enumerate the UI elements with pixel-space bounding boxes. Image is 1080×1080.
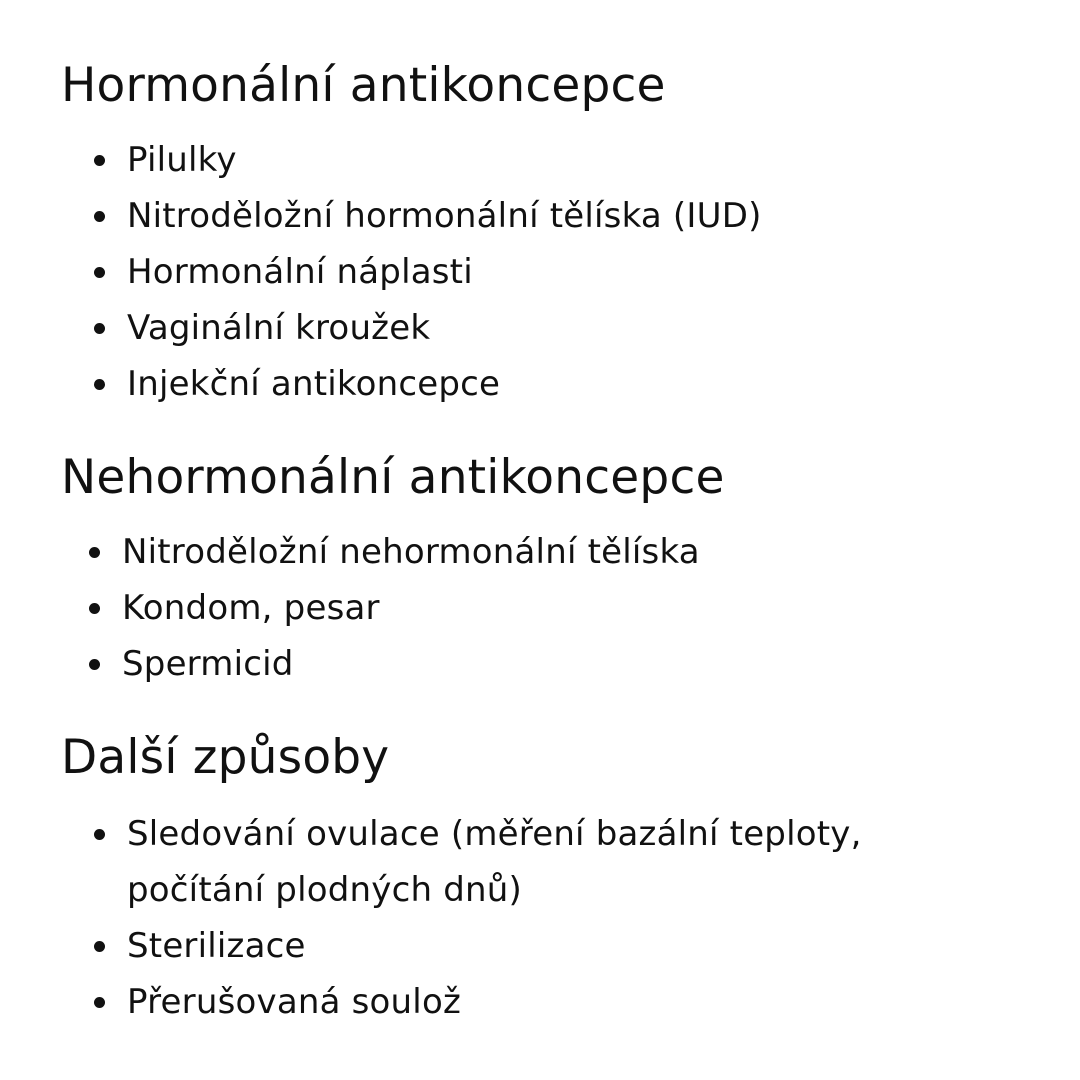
list-item-label: Sterilizace	[127, 926, 306, 966]
section-title: Hormonální antikoncepce	[61, 58, 666, 113]
bullet-icon	[94, 941, 105, 952]
method-list	[61, 132, 1041, 412]
list-item	[61, 806, 1041, 918]
method-list	[61, 806, 1041, 1030]
section-title: Další způsoby	[61, 730, 390, 785]
list-item	[61, 580, 1041, 636]
list-item	[61, 132, 1041, 188]
list-item	[61, 918, 1041, 974]
list-item-label: Nitroděložní hormonální tělíska (IUD)	[127, 196, 762, 236]
bullet-icon	[94, 267, 105, 278]
list-item	[61, 356, 1041, 412]
list-item-label: Nitroděložní nehormonální tělíska	[122, 532, 700, 572]
section-other-methods	[61, 724, 1041, 1030]
bullet-icon	[89, 547, 100, 558]
bullet-icon	[94, 997, 105, 1008]
list-item-label: Injekční antikoncepce	[127, 364, 501, 404]
list-item	[61, 188, 1041, 244]
list-item-label: Hormonální náplasti	[127, 252, 473, 292]
bullet-icon	[89, 603, 100, 614]
section-non-hormonal	[61, 444, 1041, 692]
list-item-label: Vaginální kroužek	[127, 308, 431, 348]
list-item	[61, 974, 1041, 1030]
list-item	[61, 524, 1041, 580]
bullet-icon	[94, 323, 105, 334]
list-item-label: Kondom, pesar	[122, 588, 380, 628]
section-title: Nehormonální antikoncepce	[61, 450, 725, 505]
bullet-icon	[94, 211, 105, 222]
list-item-label: Sledování ovulace (měření bazální teploty, počítání plodných dnů)	[127, 814, 862, 910]
bullet-icon	[94, 155, 105, 166]
list-item	[61, 300, 1041, 356]
list-item	[61, 636, 1041, 692]
section-hormonal	[61, 52, 1041, 412]
list-item-label: Přerušovaná soulož	[127, 982, 462, 1022]
bullet-icon	[94, 379, 105, 390]
bullet-icon	[89, 659, 100, 670]
list-item-label: Spermicid	[122, 644, 294, 684]
list-item-label: Pilulky	[127, 140, 237, 180]
bullet-icon	[94, 829, 105, 840]
list-item	[61, 244, 1041, 300]
method-list	[61, 524, 1041, 692]
